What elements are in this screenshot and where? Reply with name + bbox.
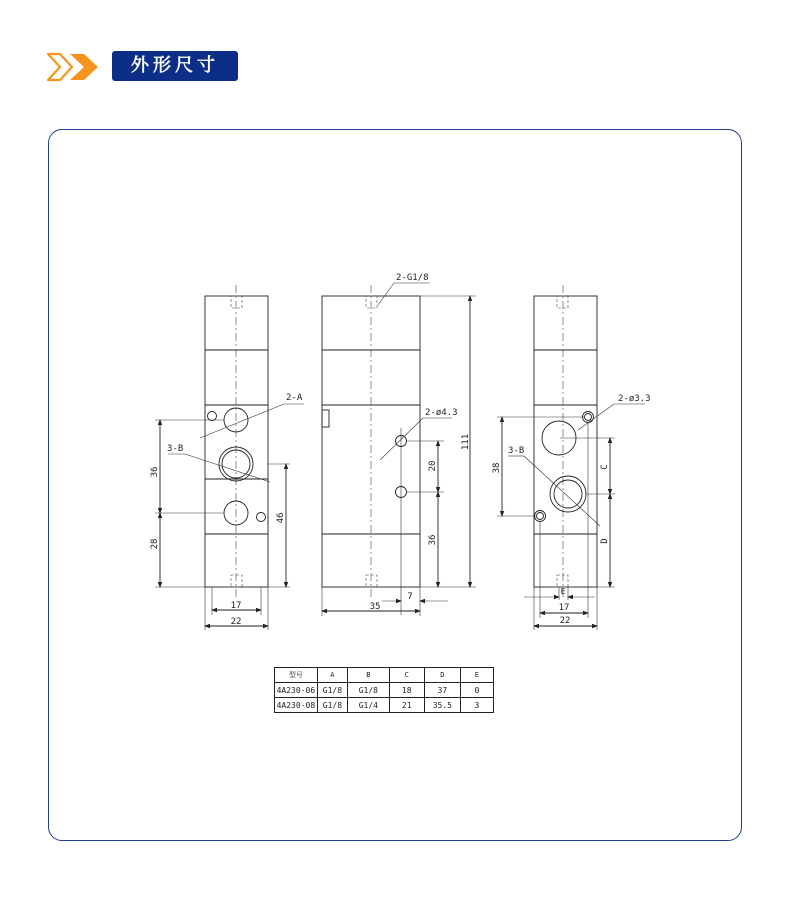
table-header-row [275, 668, 494, 683]
section-title: 外形尺寸 [112, 51, 238, 81]
cell-c: 21 [389, 698, 424, 713]
dim-c: C [600, 464, 610, 470]
dim-17-left: 17 [230, 601, 242, 611]
hole-label-right: 2-ø3.3 [618, 394, 651, 404]
cell-b: G1/4 [348, 698, 390, 713]
dim-36-middle: 36 [428, 534, 438, 546]
dim-e: E [560, 587, 566, 596]
hole-label-middle: 2-ø4.3 [425, 408, 458, 418]
right-view [492, 285, 651, 630]
cell-e: 3 [460, 698, 493, 713]
dim-17-right: 17 [558, 603, 570, 613]
left-view [150, 285, 304, 630]
dim-46-left: 46 [276, 512, 286, 524]
dim-38: 38 [492, 462, 502, 474]
port-b-label: 3-B [167, 444, 184, 454]
header-model: 型号 [275, 668, 318, 683]
header-e: E [460, 668, 493, 683]
cell-model: 4A230-06 [275, 683, 318, 698]
dim-22-left: 22 [230, 617, 242, 627]
port-b-label-right: 3-B [508, 446, 525, 456]
cell-a: G1/8 [317, 683, 347, 698]
table-row [275, 698, 494, 713]
dim-22-right: 22 [559, 616, 571, 626]
header-d: D [424, 668, 460, 683]
thread-label: 2-G1/8 [396, 273, 429, 283]
dim-35: 35 [369, 602, 381, 612]
header-a: A [317, 668, 347, 683]
cell-b: G1/8 [348, 683, 390, 698]
spec-table [274, 667, 494, 713]
dim-7: 7 [407, 592, 413, 602]
dim-d: D [600, 538, 610, 544]
dim-36-left: 36 [150, 466, 160, 478]
header-b: B [348, 668, 390, 683]
cell-c: 18 [389, 683, 424, 698]
table-row [275, 683, 494, 698]
dim-20: 20 [428, 460, 438, 472]
cell-model: 4A230-08 [275, 698, 318, 713]
cell-a: G1/8 [317, 698, 347, 713]
port-a-label: 2-A [286, 393, 303, 403]
dim-28-left: 28 [150, 538, 160, 550]
middle-view [322, 273, 476, 616]
dim-111: 111 [461, 433, 471, 451]
cell-d: 35.5 [424, 698, 460, 713]
cell-e: 0 [460, 683, 493, 698]
header-c: C [389, 668, 424, 683]
cell-d: 37 [424, 683, 460, 698]
